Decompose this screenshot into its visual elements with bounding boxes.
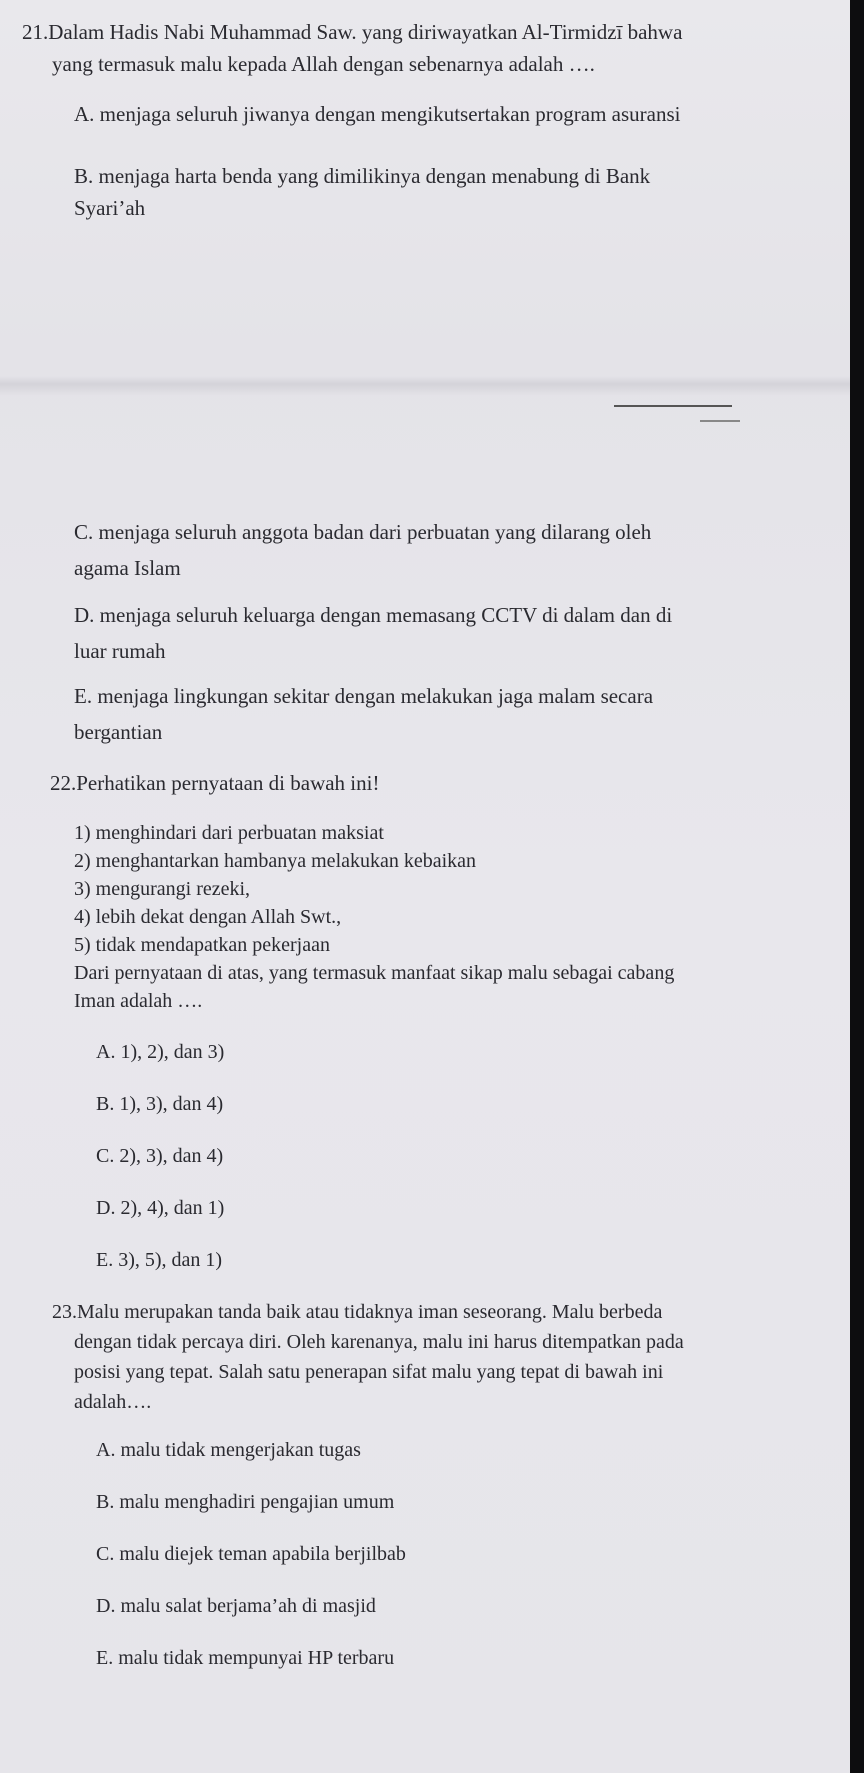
q21-option-e: E. menjaga lingkungan sekitar dengan melakukan jaga malam secara — [74, 684, 654, 708]
dark-edge — [850, 0, 864, 1773]
paper-fold — [0, 376, 850, 396]
q22-option-d: D. 2), 4), dan 1) — [96, 1197, 225, 1219]
q22-option-c: C. 2), 3), dan 4) — [96, 1145, 224, 1167]
q21-option-c-cont: agama Islam — [74, 556, 181, 580]
q23-stem-line2: dengan tidak percaya diri. Oleh karenanya, malu ini harus ditempatkan pada — [74, 1331, 684, 1353]
q22-stem: 22.Perhatikan pernyataan di bawah ini! — [50, 771, 380, 795]
q21-option-c: C. menjaga seluruh anggota badan dari perbuatan yang dilarang oleh — [74, 520, 652, 544]
q21-option-e-cont: bergantian — [74, 720, 163, 744]
q23-option-e: E. malu tidak mempunyai HP terbaru — [96, 1647, 395, 1669]
q22-statement-5: 5) tidak mendapatkan pekerjaan — [74, 934, 330, 956]
q21-option-b: B. menjaga harta benda yang dimilikinya dengan menabung di Bank — [74, 164, 651, 188]
pencil-stroke-2 — [700, 420, 740, 422]
q21-option-a: A. menjaga seluruh jiwanya dengan mengikutsertakan program asuransi — [74, 102, 681, 126]
q23-option-a: A. malu tidak mengerjakan tugas — [96, 1439, 361, 1461]
q22-option-b: B. 1), 3), dan 4) — [96, 1093, 224, 1115]
q21-option-d-cont: luar rumah — [74, 639, 166, 663]
q22-statement-1: 1) menghindari dari perbuatan maksiat — [74, 822, 384, 844]
pencil-stroke — [614, 405, 732, 407]
q22-statement-3: 3) mengurangi rezeki, — [74, 878, 251, 900]
q22-question-line2: Iman adalah …. — [74, 990, 203, 1012]
q22-option-a: A. 1), 2), dan 3) — [96, 1041, 225, 1063]
q22-statement-4: 4) lebih dekat dengan Allah Swt., — [74, 906, 342, 928]
q22-option-e: E. 3), 5), dan 1) — [96, 1249, 223, 1271]
q22-question-line1: Dari pernyataan di atas, yang termasuk manfaat sikap malu sebagai cabang — [74, 962, 675, 984]
q23-stem-line4: adalah…. — [74, 1391, 152, 1413]
q23-option-d: D. malu salat berjama’ah di masjid — [96, 1595, 376, 1617]
q23-stem-line1: 23.Malu merupakan tanda baik atau tidaknya iman seseorang. Malu berbeda — [52, 1301, 663, 1323]
q23-stem-line3: posisi yang tepat. Salah satu penerapan sifat malu yang tepat di bawah ini — [74, 1361, 664, 1383]
q23-option-c: C. malu diejek teman apabila berjilbab — [96, 1543, 406, 1565]
q21-stem-line2: yang termasuk malu kepada Allah dengan sebenarnya adalah …. — [52, 52, 595, 76]
q21-stem-line1: 21.Dalam Hadis Nabi Muhammad Saw. yang diriwayatkan Al-Tirmidzī bahwa — [22, 20, 683, 44]
q22-statement-2: 2) menghantarkan hambanya melakukan kebaikan — [74, 850, 477, 872]
q21-option-d: D. menjaga seluruh keluarga dengan memasang CCTV di dalam dan di — [74, 603, 673, 627]
q23-option-b: B. malu menghadiri pengajian umum — [96, 1491, 395, 1513]
q21-option-b-cont: Syari’ah — [74, 196, 146, 220]
